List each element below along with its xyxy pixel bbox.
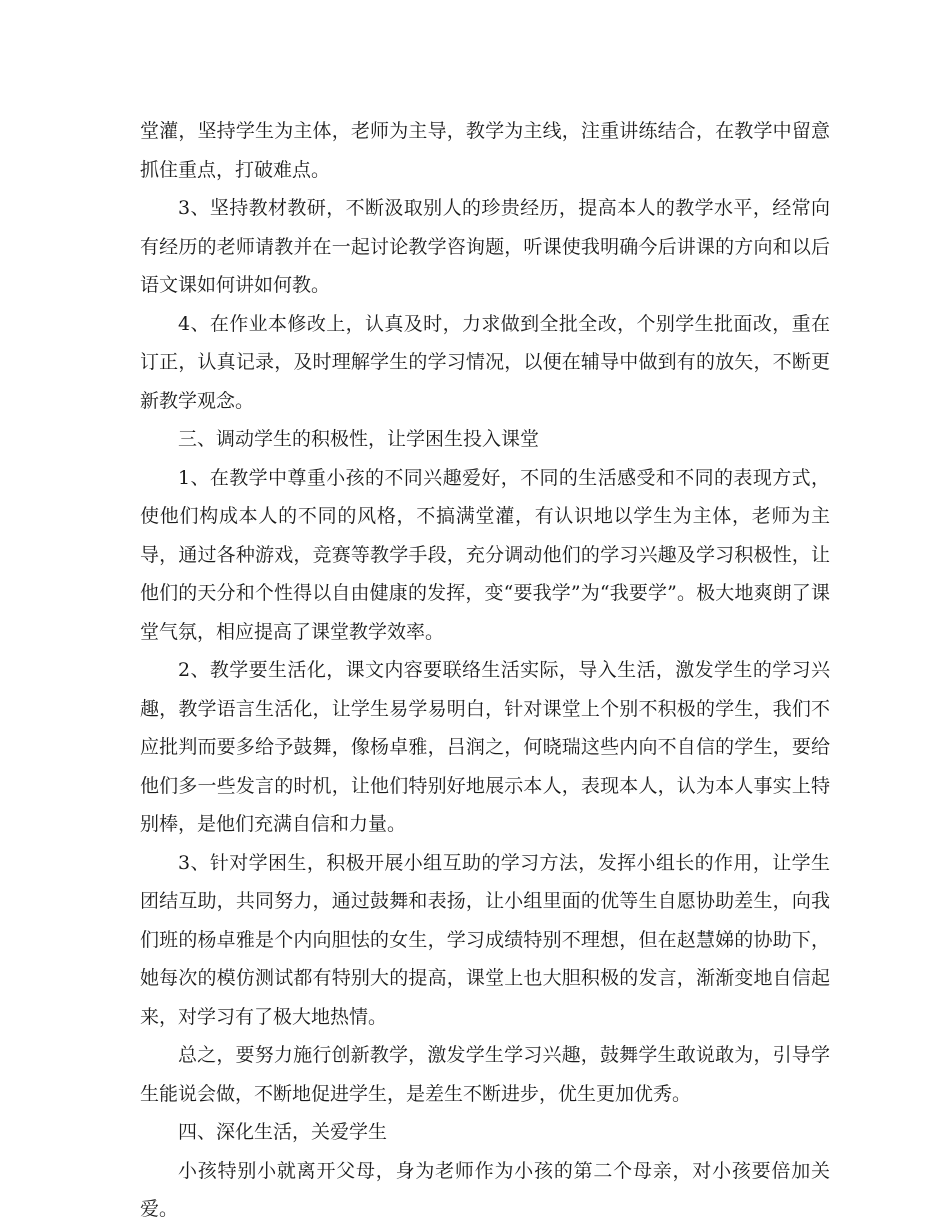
paragraph-section3-item-2: 2、教学要生活化，课文内容要联络生活实际，导入生活，激发学生的学习兴趣，教学语言生活化，让学生易学易明白，针对课堂上个别不积极的学生，我们不应批判而要多给予鼓舞，像杨卓雅，吕润之，何晓瑞这些内向不自信的学生，要给他们多一些发言的时机，让他们特别好地展示本人，表现本人，认为本人事实上特别棒，是他们充满自信和力量。 [140, 659, 830, 835]
paragraph-section3-item-1: 1、在教学中尊重小孩的不同兴趣爱好，不同的生活感受和不同的表现方式，使他们构成本人的不同的风格，不搞满堂灌，有认识地以学生为主体，老师为主导，通过各种游戏，竞赛等教学手段，充分调动他们的学习兴趣及学习积极性，让他们的天分和个性得以自由健康的发挥，变“要我学”为“我要学”。极大地爽朗了课堂气氛，相应提高了课堂教学效率。 [140, 466, 830, 643]
paragraph-summary: 总之，要努力施行创新教学，激发学生学习兴趣，鼓舞学生敢说敢为，引导学生能说会做，不断地促进学生，是差生不断进步，优生更加优秀。 [140, 1044, 830, 1105]
paragraph-continuation: 堂灌，坚持学生为主体，老师为主导，教学为主线，注重讲练结合，在教学中留意抓住重点，打破难点。 [140, 120, 830, 181]
section-heading-4: 四、深化生活，关爱学生 [178, 1121, 388, 1143]
paragraph-item-4: 4、在作业本修改上，认真及时，力求做到全批全改，个别学生批面改，重在订正，认真记录，及时理解学生的学习情况，以便在辅导中做到有的放矢，不断更新教学观念。 [140, 312, 830, 412]
document-page [140, 112, 830, 1229]
paragraph-section3-item-3: 3、针对学困生，积极开展小组互助的学习方法，发挥小组长的作用，让学生团结互助，共同努力，通过鼓舞和表扬，让小组里面的优等生自愿协助差生，向我们班的杨卓雅是个内向胆怯的女生，学习成绩特别不理想，但在赵慧娣的协助下，她每次的模仿测试都有特别大的提高，课堂上也大胆积极的发言，渐渐变地自信起来，对学习有了极大地热情。 [140, 851, 830, 1028]
paragraph-section4-intro: 小孩特别小就离开父母，身为老师作为小孩的第二个母亲，对小孩要倍加关爱。 [140, 1159, 830, 1220]
section-heading-3: 三、调动学生的积极性，让学困生投入课堂 [178, 428, 540, 450]
paragraph-item-3: 3、坚持教材教研，不断汲取别人的珍贵经历，提高本人的教学水平，经常向有经历的老师请教并在一起讨论教学咨询题，听课使我明确今后讲课的方向和以后语文课如何讲如何教。 [140, 197, 830, 296]
